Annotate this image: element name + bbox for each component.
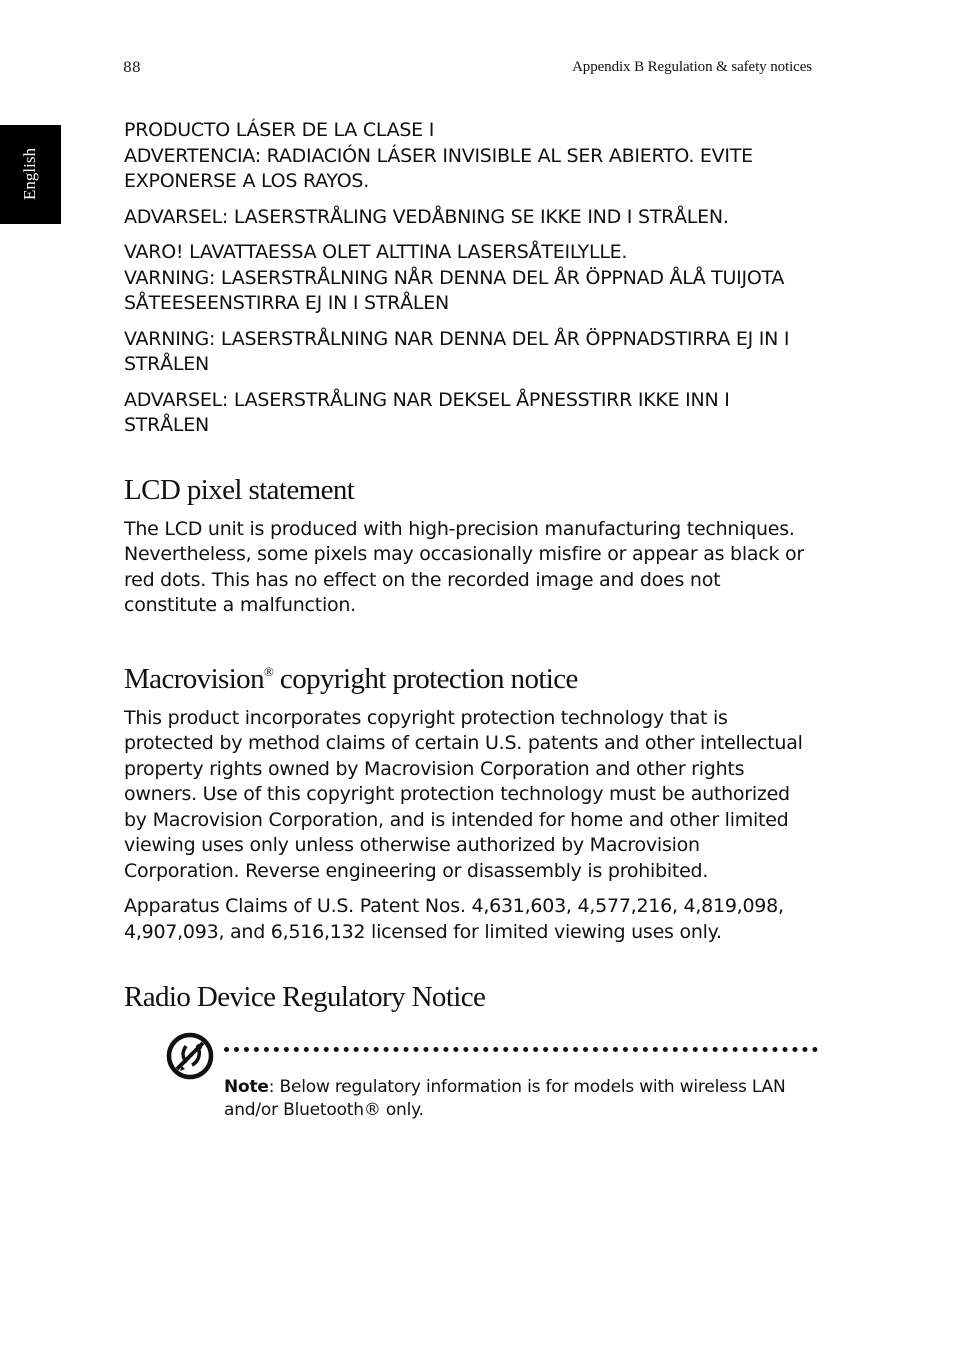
- macrovision-heading: [124, 655, 814, 696]
- laser-warning-spanish: [124, 118, 814, 195]
- laser-warning-danish: [124, 205, 814, 231]
- registered-mark: ®: [264, 663, 274, 679]
- laser-warning-line: VARO! LAVATTAESSA OLET ALTTINA LASERSÅTEILYLLE.: [124, 241, 628, 263]
- lcd-pixel-body: The LCD unit is produced with high-precision manufacturing techniques. Nevertheless, some pixels may occasionally misfire or appear as black or red dots. This has no effect on the recorded image and does not constitute a malfunction.: [124, 517, 804, 616]
- page-number: 88: [123, 60, 141, 76]
- running-header: Appendix B Regulation & safety notices: [572, 59, 812, 75]
- note-text: [224, 1076, 804, 1122]
- laser-warning-line: PRODUCTO LÁSER DE LA CLASE I: [124, 119, 435, 141]
- laser-warning-finnish-swedish: [124, 240, 814, 317]
- patent-claims: Apparatus Claims of U.S. Patent Nos. 4,631,603, 4,577,216, 4,819,098, 4,907,093, and 6,516,132 licensed for limited viewing uses only.: [124, 895, 784, 943]
- laser-warning-line: VARNING: LASERSTRÅLNING NÅR DENNA DEL ÅR ÖPPNAD ÅLÅ TUIJOTA SÅTEESEENSTIRRA EJ IN I STRÅLEN: [124, 266, 785, 314]
- macrovision-body: This product incorporates copyright protection technology that is protected by method claims of certain U.S. patents and other intellectual property rights owned by Macrovision Corporation and other rights owners. Use of this copyright protection technology must be authorized by Macrovision Corporation, and is intended for home and other limited viewing uses only unless otherwise authorized by Macrovision Corporation. Reverse engineering or disassembly is prohibited.: [124, 706, 803, 882]
- macrovision-heading-rest: copyright protection notice: [273, 662, 578, 695]
- language-side-tab-label: English: [20, 148, 39, 200]
- radio-notice-heading: Radio Device Regulatory Notice: [124, 981, 486, 1013]
- laser-warning-line: ADVARSEL: LASERSTRÅLING NAR DEKSEL ÅPNESSTIRR IKKE INN I STRÅLEN: [124, 388, 730, 436]
- note-pen-icon: [166, 1032, 214, 1080]
- macrovision-heading-main: Macrovision: [124, 662, 264, 695]
- laser-warning-norwegian: [124, 388, 814, 439]
- lcd-pixel-heading: LCD pixel statement: [124, 473, 355, 506]
- note-body: : Below regulatory information is for models with wireless LAN and/or Bluetooth® only.: [224, 1077, 786, 1120]
- laser-warning-line: VARNING: LASERSTRÅLNING NAR DENNA DEL ÅR ÖPPNADSTIRRA EJ IN I STRÅLEN: [124, 327, 790, 375]
- note-callout: [124, 1032, 814, 1132]
- page-content: [124, 118, 814, 1132]
- note-dotted-rule: [224, 1047, 818, 1052]
- laser-warning-swedish: [124, 327, 814, 378]
- note-label: Note: [224, 1077, 269, 1097]
- laser-warning-line: ADVARSEL: LASERSTRÅLING VEDÅBNING SE IKKE IND I STRÅLEN.: [124, 205, 729, 228]
- laser-warning-line: ADVERTENCIA: RADIACIÓN LÁSER INVISIBLE AL SER ABIERTO. EVITE EXPONERSE A LOS RAYOS.: [124, 144, 753, 192]
